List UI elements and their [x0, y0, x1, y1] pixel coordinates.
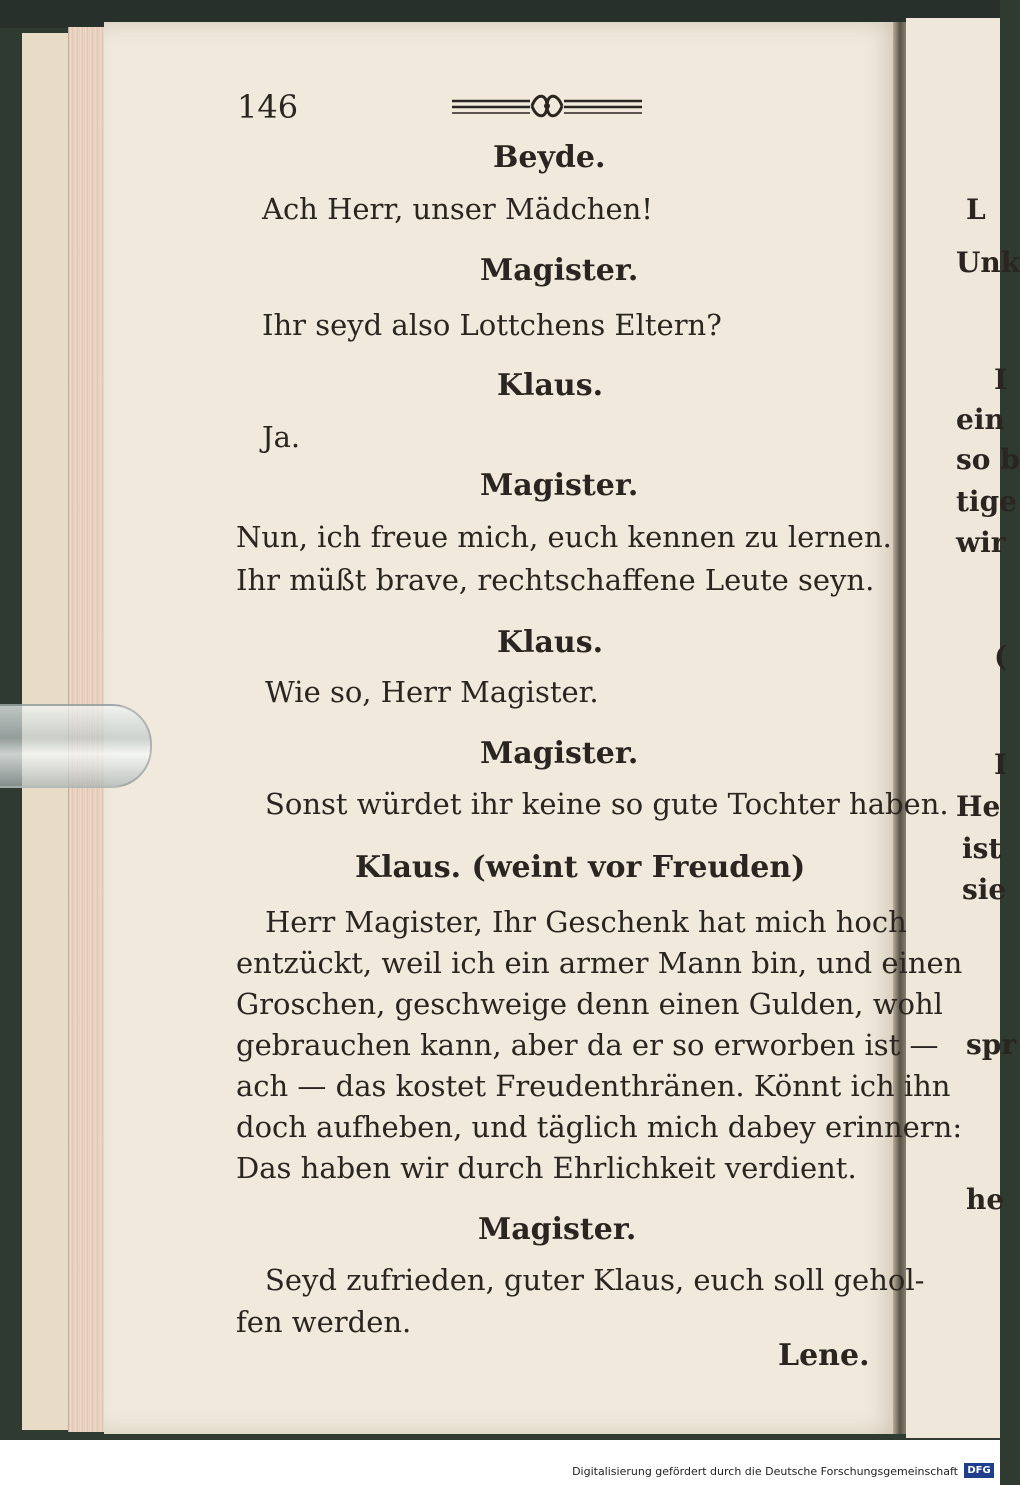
decorative-rule-icon — [452, 88, 642, 124]
facing-page-fragment: ( — [994, 640, 1008, 673]
speaker-heading: Magister. — [480, 468, 639, 503]
speech-line: Ach Herr, unser Mädchen! — [262, 192, 653, 226]
facing-page-fragment: wir — [956, 526, 1006, 559]
speech-line: Das haben wir durch Ehrlichkeit verdient. — [236, 1151, 857, 1185]
speech-line: Seyd zufrieden, guter Klaus, euch soll gehol- — [265, 1263, 925, 1297]
speech-line: entzückt, weil ich ein armer Mann bin, und einen — [236, 946, 963, 980]
speaker-heading: Klaus. — [497, 368, 604, 403]
speech-line: Wie so, Herr Magister. — [265, 675, 599, 709]
facing-page-fragment: He — [956, 790, 1001, 823]
page-holder-clip — [0, 704, 152, 788]
catchword: Lene. — [778, 1338, 870, 1373]
facing-page-fragment: so b — [956, 443, 1020, 476]
facing-page-fragment: I — [994, 363, 1008, 396]
speaker-heading: Beyde. — [493, 140, 606, 175]
page-number: 146 — [237, 88, 299, 126]
facing-page-fragment: sie — [962, 873, 1007, 906]
speech-line: doch aufheben, und täglich mich dabey erinnern: — [236, 1110, 963, 1144]
facing-page-fragment: spr — [966, 1028, 1017, 1061]
dfg-logo-icon: DFG — [964, 1463, 994, 1478]
speaker-heading: Magister. — [480, 253, 639, 288]
facing-page-fragment: L — [966, 193, 986, 226]
speech-line: Sonst würdet ihr keine so gute Tochter haben. — [265, 787, 949, 821]
footer-bar — [0, 1440, 1000, 1485]
speech-line: Ihr müßt brave, rechtschaffene Leute seyn. — [236, 563, 875, 597]
speaker-heading: Klaus. — [497, 625, 604, 660]
facing-page — [906, 18, 1020, 1438]
speech-line: Herr Magister, Ihr Geschenk hat mich hoch — [265, 905, 907, 939]
book-gutter — [893, 22, 907, 1434]
facing-page-fragment: ist — [962, 832, 1002, 865]
speech-line: ach — das kostet Freudenthränen. Könnt ich ihn — [236, 1069, 951, 1103]
speech-line: fen werden. — [236, 1305, 412, 1339]
speaker-heading: Magister. — [480, 736, 639, 771]
speech-line: gebrauchen kann, aber da er so erworben ist — — [236, 1028, 939, 1062]
speaker-heading: Magister. — [478, 1212, 637, 1247]
facing-page-fragment: I — [994, 748, 1008, 781]
speech-line: Groschen, geschweige denn einen Gulden, wohl — [236, 987, 943, 1021]
speech-line: Ihr seyd also Lottchens Eltern? — [262, 308, 722, 342]
speech-line: Ja. — [262, 420, 301, 454]
facing-page-fragment: tige — [956, 485, 1017, 518]
facing-page-fragment: Unk — [956, 246, 1020, 279]
speech-line: Nun, ich freue mich, euch kennen zu lernen. — [236, 520, 892, 554]
facing-page-fragment: he — [966, 1183, 1005, 1216]
facing-page-fragment: ein — [956, 403, 1005, 436]
footer-credit: Digitalisierung gefördert durch die Deutsche Forschungsgemeinschaft — [572, 1465, 958, 1478]
speaker-heading: Klaus. (weint vor Freuden) — [355, 850, 806, 885]
